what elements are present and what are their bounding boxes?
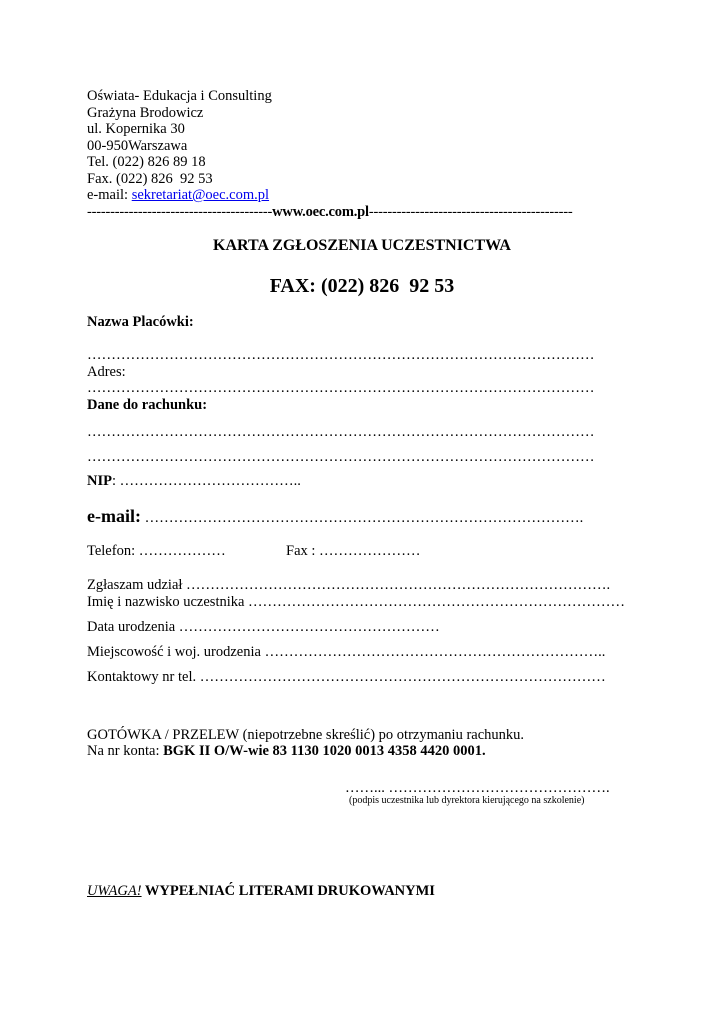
bank-account-prefix: Na nr konta: (87, 743, 164, 759)
email-field-label: e-mail: (87, 506, 141, 526)
warning-line (87, 883, 435, 899)
payment-method: GOTÓWKA / PRZELEW (niepotrzebne skreślić) po otrzymaniu rachunku. (87, 727, 525, 743)
nip-label: NIP (87, 473, 112, 489)
invoice-data-field-1[interactable]: …………………………………………………………………………………………… (87, 424, 595, 440)
fax-field[interactable]: Fax : ………………… (286, 543, 421, 559)
birthplace-field[interactable]: Miejscowość i woj. urodzenia …………………………………………………………….. (87, 644, 606, 660)
invoice-data-field-2[interactable]: …………………………………………………………………………………………… (87, 449, 595, 465)
signature-caption: (podpis uczestnika lub dyrektora kierującego na szkolenie) (349, 795, 585, 806)
city-address: 00-950Warszawa (87, 138, 188, 154)
fax-title: FAX: (022) 826 92 53 (269, 275, 455, 297)
institution-name-label: Nazwa Placówki: (87, 314, 194, 330)
participant-name-field[interactable]: Imię i nazwisko uczestnika …………………………………………………………………… (87, 594, 626, 610)
email-label: e-mail: (87, 187, 132, 203)
street-address: ul. Kopernika 30 (87, 121, 185, 137)
phone-number: Tel. (022) 826 89 18 (87, 154, 206, 170)
nip-line (87, 473, 301, 489)
email-field-line (87, 508, 583, 526)
address-label: Adres: (87, 364, 126, 380)
bank-account-number: BGK II O/W-wie 83 1130 1020 0013 4358 4420 0001. (163, 743, 486, 759)
institution-name-field[interactable]: …………………………………………………………………………………………… (87, 347, 595, 363)
email-line (87, 187, 269, 203)
email-field[interactable]: ………………………………………………………………………………. (140, 510, 584, 526)
address-field[interactable]: …………………………………………………………………………………………… (87, 380, 595, 396)
warning-label: UWAGA! (87, 883, 142, 899)
website-url: www.oec.com.pl (272, 204, 369, 220)
signature-field[interactable]: ……... ………………………………………. (345, 780, 610, 796)
invoice-data-label: Dane do rachunku: (87, 397, 208, 413)
birth-date-field[interactable]: Data urodzenia ……………………………………………… (87, 619, 440, 635)
registration-field[interactable]: Zgłaszam udział ……………………………………………………………………………. (87, 577, 611, 593)
nip-field[interactable]: : ……………………………….. (111, 473, 301, 489)
website-divider (87, 204, 573, 220)
bank-account-line (87, 743, 486, 759)
divider-right: -------------------------------------------- (368, 204, 573, 220)
contact-phone-field[interactable]: Kontaktowy nr tel. ………………………………………………………………………… (87, 669, 606, 685)
form-title: KARTA ZGŁOSZENIA UCZESTNICTWA (213, 237, 511, 254)
phone-field[interactable]: Telefon: ……………… (87, 543, 226, 559)
fax-number: Fax. (022) 826 92 53 (87, 171, 213, 187)
divider-left: ---------------------------------------- (87, 204, 273, 220)
contact-person: Grażyna Brodowicz (87, 105, 204, 121)
warning-text: WYPEŁNIAĆ LITERAMI DRUKOWANYMI (141, 883, 435, 899)
org-name: Oświata- Edukacja i Consulting (87, 88, 272, 104)
email-link[interactable]: sekretariat@oec.com.pl (131, 187, 270, 203)
